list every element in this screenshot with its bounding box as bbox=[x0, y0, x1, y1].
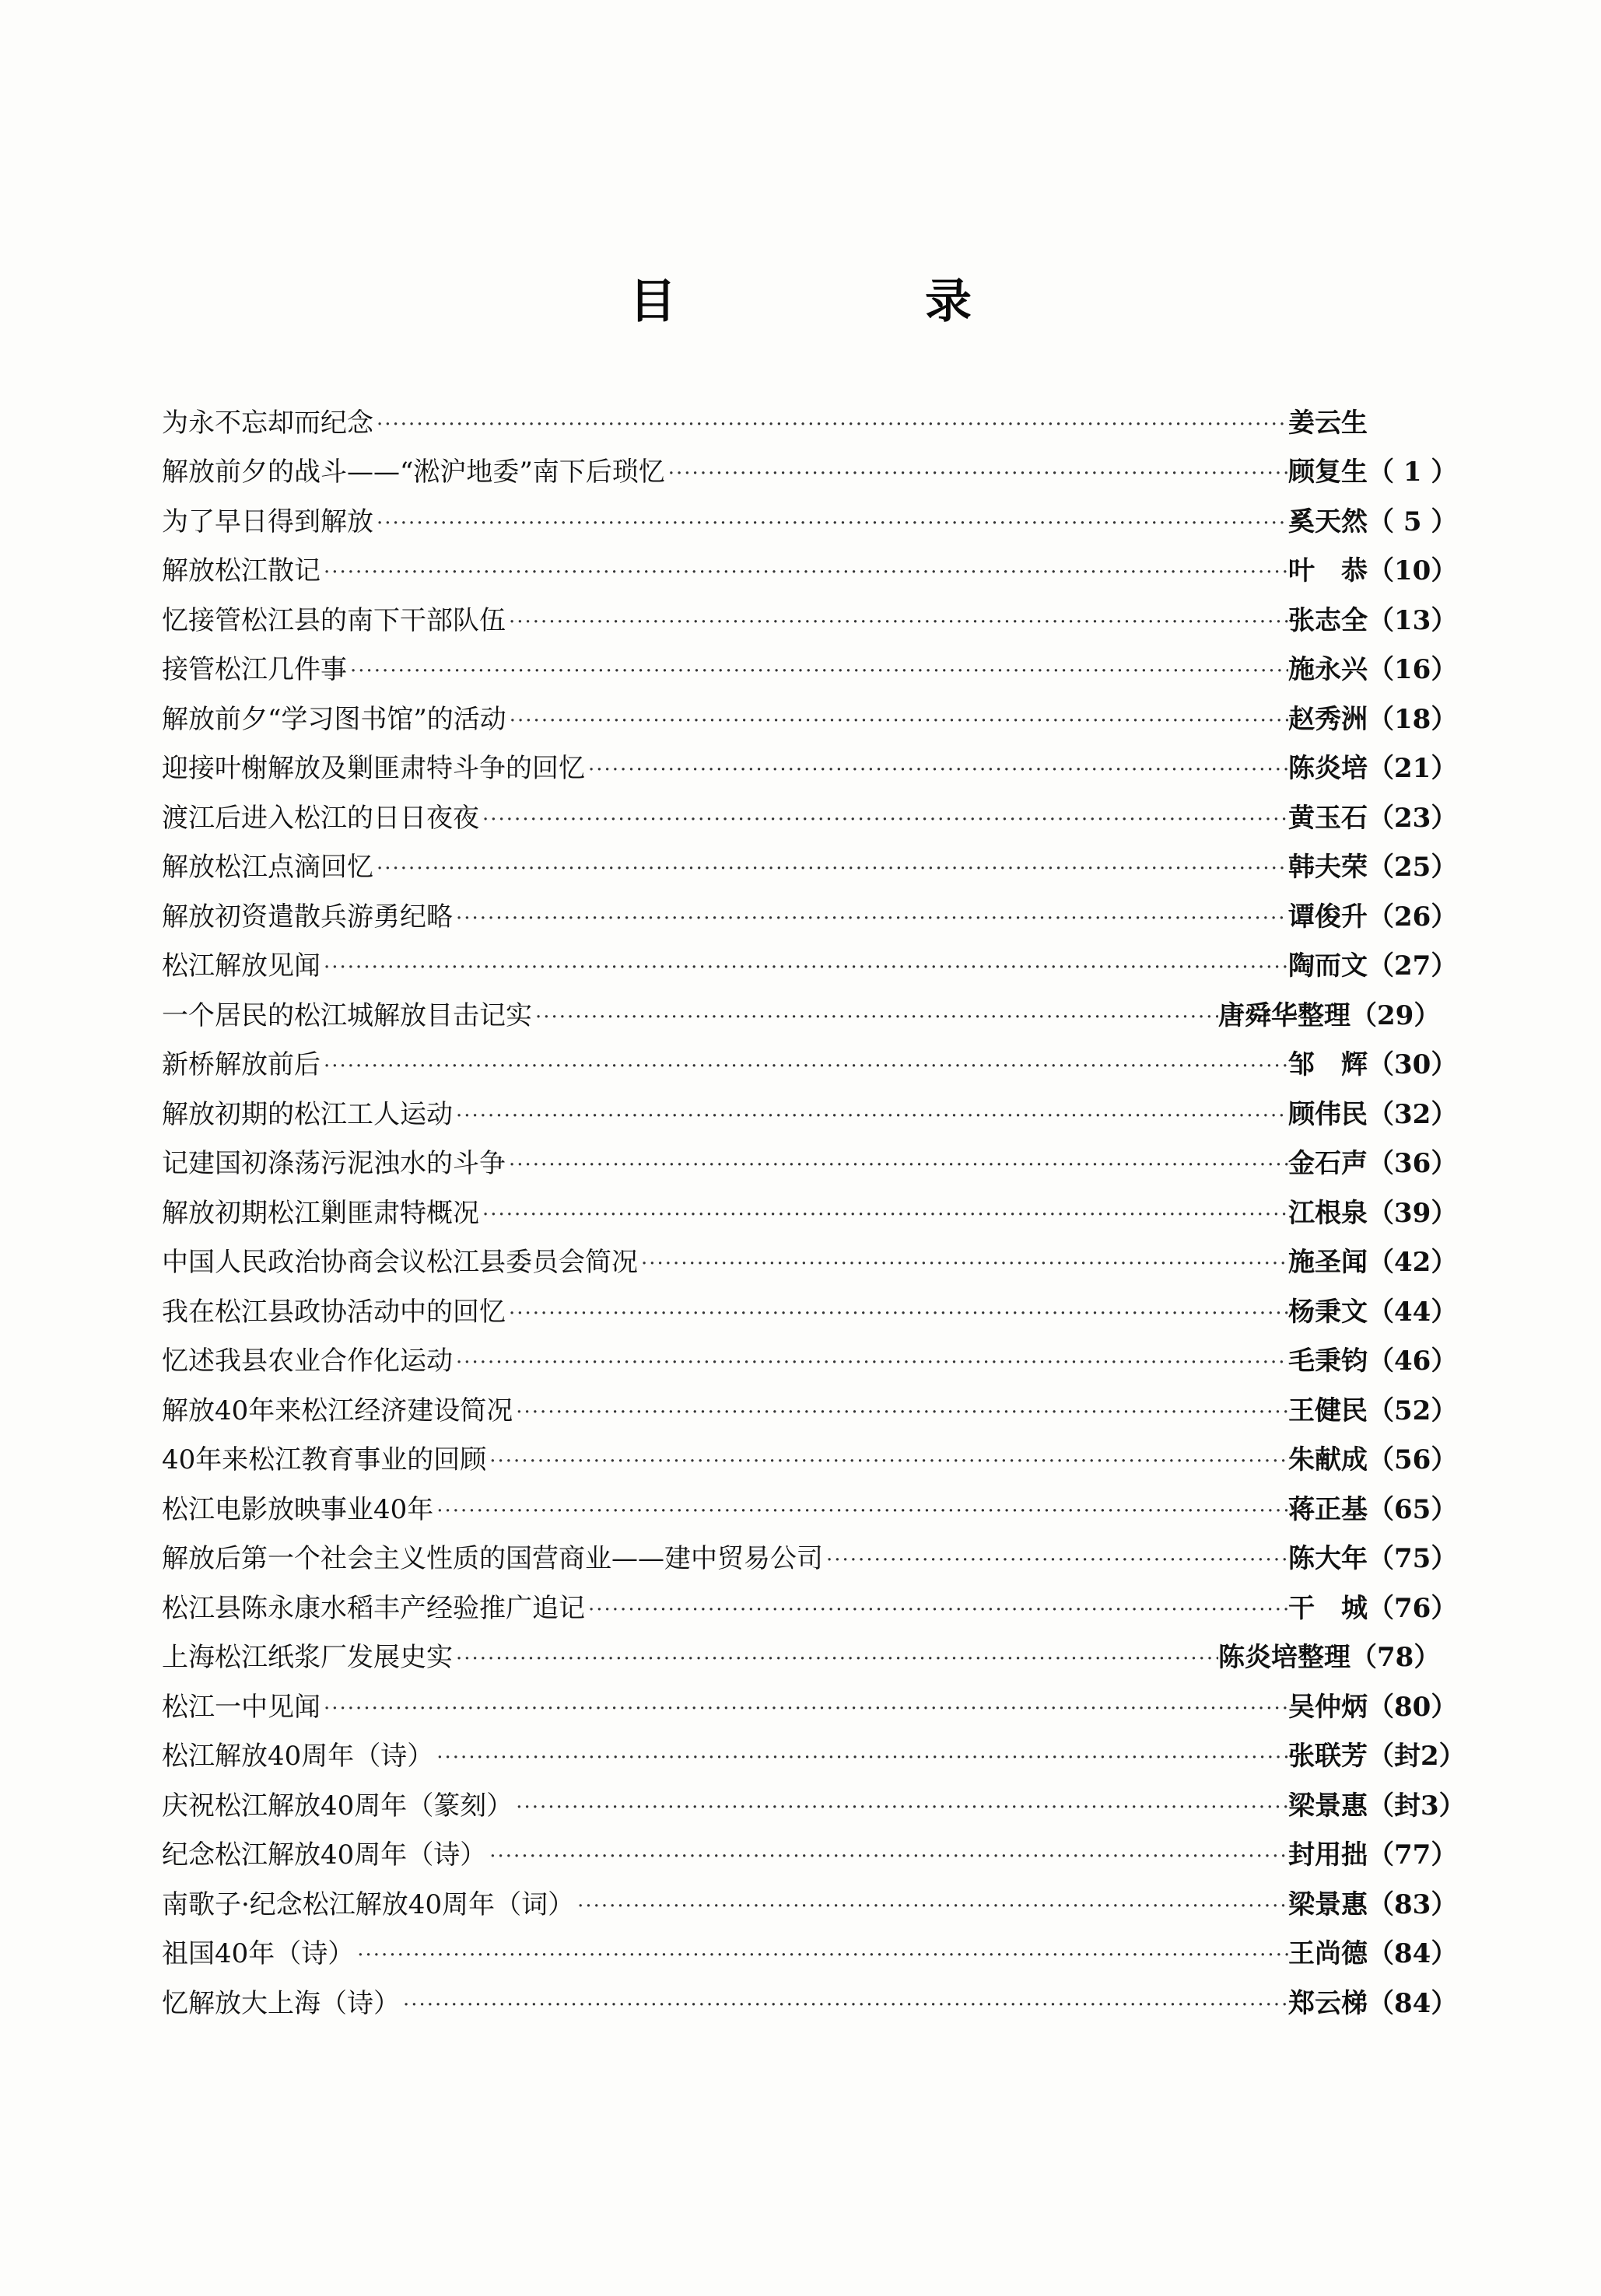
toc-entry-author-page: 干 城（76） bbox=[1288, 1592, 1458, 1624]
toc-entry bbox=[162, 1633, 1469, 1683]
toc-entry-author-page: 谭俊升（26） bbox=[1288, 901, 1458, 933]
toc-entry-author-page: 梁景惠（83） bbox=[1288, 1888, 1458, 1920]
toc-entry-title: 松江县陈永康水稻丰产经验推广追记 bbox=[162, 1592, 585, 1624]
toc-entry-author-page: 邹 辉（30） bbox=[1288, 1049, 1458, 1081]
toc-entry-title: 为了早日得到解放 bbox=[162, 506, 373, 537]
toc-leader-dots bbox=[400, 1995, 1288, 2015]
toc-entry-title: 解放松江散记 bbox=[162, 555, 321, 587]
toc-entry-title: 忆接管松江县的南下干部队伍 bbox=[162, 604, 506, 636]
toc-entry-title: 记建国初涤荡污泥浊水的斗争 bbox=[162, 1148, 506, 1180]
toc-entry-title: 我在松江县政协活动中的回忆 bbox=[162, 1296, 506, 1328]
toc-entry bbox=[162, 1287, 1469, 1337]
toc-entry-title: 纪念松江解放40周年（诗） bbox=[162, 1839, 487, 1871]
toc-leader-dots bbox=[433, 1501, 1288, 1521]
toc-entry bbox=[162, 398, 1469, 448]
toc-entry-author-page: 王尚德（84） bbox=[1288, 1938, 1458, 1970]
toc-leader-dots bbox=[479, 1205, 1288, 1225]
toc-leader-dots bbox=[321, 1699, 1288, 1719]
toc-entry-author-page: 陶而文（27） bbox=[1288, 950, 1458, 982]
toc-entry-title: 解放初资遣散兵游勇纪略 bbox=[162, 901, 453, 933]
toc-entry-title: 松江解放见闻 bbox=[162, 950, 321, 982]
toc-entry-title: 解放初期的松江工人运动 bbox=[162, 1098, 453, 1130]
toc-entry-title: 迎接叶榭解放及剿匪肃特斗争的回忆 bbox=[162, 753, 585, 785]
toc-entry-title: 解放前夕“学习图书馆”的活动 bbox=[162, 703, 506, 735]
toc-entry-author-page: 梁景惠（封3） bbox=[1288, 1790, 1466, 1822]
toc-leader-dots bbox=[321, 1056, 1288, 1076]
toc-entry bbox=[162, 1041, 1469, 1090]
toc-entry bbox=[162, 596, 1469, 646]
toc-entry-author-page: 顾复生（ 1 ） bbox=[1288, 457, 1458, 488]
toc-entry-author-page: 杨秉文（44） bbox=[1288, 1296, 1458, 1328]
toc-entry-author-page: 郑云梯（84） bbox=[1288, 1987, 1458, 2019]
toc-entry bbox=[162, 1979, 1469, 2028]
toc-entry-author-page: 毛秉钧（46） bbox=[1288, 1346, 1458, 1377]
toc-entry-author-page: 蒋正基（65） bbox=[1288, 1493, 1458, 1525]
toc-entry-author-page: 施永兴（16） bbox=[1288, 654, 1458, 686]
toc-entry-title: 解放松江点滴回忆 bbox=[162, 852, 373, 884]
toc-entry bbox=[162, 448, 1469, 498]
toc-entry-author-page: 张志全（13） bbox=[1288, 604, 1458, 636]
toc-entry bbox=[162, 646, 1469, 695]
toc-leader-dots bbox=[354, 1945, 1288, 1965]
toc-entry bbox=[162, 1732, 1469, 1782]
toc-entry-title: 解放初期松江剿匪肃特概况 bbox=[162, 1197, 479, 1229]
toc-leader-dots bbox=[321, 957, 1288, 978]
toc-leader-dots bbox=[453, 1649, 1218, 1669]
toc-entry-title: 解放后第一个社会主义性质的国营商业——建中贸易公司 bbox=[162, 1543, 823, 1575]
toc-entry-title: 一个居民的松江城解放目击记实 bbox=[162, 999, 532, 1031]
toc-entry bbox=[162, 991, 1469, 1041]
toc-entry bbox=[162, 1880, 1469, 1930]
toc-leader-dots bbox=[638, 1254, 1288, 1274]
toc-entry bbox=[162, 942, 1469, 992]
toc-entry bbox=[162, 1386, 1469, 1436]
toc-leader-dots bbox=[506, 711, 1288, 731]
toc-entry-author-page: 施圣闻（42） bbox=[1288, 1247, 1458, 1279]
toc-entry-title: 渡江后进入松江的日日夜夜 bbox=[162, 802, 479, 834]
toc-entry bbox=[162, 1337, 1469, 1387]
toc-entry-author-page: 吴仲炳（80） bbox=[1288, 1691, 1458, 1723]
toc-entry-author-page: 王健民（52） bbox=[1288, 1395, 1458, 1426]
toc-entry bbox=[162, 1485, 1469, 1535]
toc-entry-title: 松江电影放映事业40年 bbox=[162, 1493, 434, 1525]
toc-entry-author-page: 唐舜华整理（29） bbox=[1218, 999, 1441, 1031]
toc-entry bbox=[162, 1682, 1469, 1732]
toc-leader-dots bbox=[665, 464, 1288, 484]
toc-entry-title: 南歌子·纪念松江解放40周年（词） bbox=[162, 1888, 575, 1920]
toc-entry-author-page: 陈炎培（21） bbox=[1288, 753, 1458, 785]
toc-entry-author-page: 奚天然（ 5 ） bbox=[1288, 506, 1458, 537]
toc-entry bbox=[162, 892, 1469, 942]
toc-entry-author-page: 封用拙（77） bbox=[1288, 1839, 1458, 1871]
toc-entry-author-page: 张联芳（封2） bbox=[1288, 1741, 1466, 1773]
toc-entry-title: 为永不忘却而纪念 bbox=[162, 407, 373, 439]
toc-entry-title: 祖国40年（诗） bbox=[162, 1938, 355, 1970]
toc-leader-dots bbox=[453, 1353, 1288, 1373]
toc-entry-author-page: 朱献成（56） bbox=[1288, 1444, 1458, 1476]
toc-leader-dots bbox=[373, 415, 1288, 435]
page-title: 目 录 bbox=[629, 275, 1073, 329]
toc-leader-dots bbox=[506, 1304, 1288, 1324]
toc-leader-dots bbox=[479, 810, 1288, 830]
toc-entry-author-page: 金石声（36） bbox=[1288, 1148, 1458, 1180]
toc-leader-dots bbox=[506, 1155, 1288, 1175]
toc-leader-dots bbox=[321, 562, 1288, 583]
toc-entry bbox=[162, 1139, 1469, 1189]
toc-entry bbox=[162, 1831, 1469, 1881]
toc-entry-title: 上海松江纸浆厂发展史实 bbox=[162, 1642, 453, 1674]
toc-leader-dots bbox=[513, 1797, 1288, 1818]
toc-entry-title: 松江解放40周年（诗） bbox=[162, 1741, 434, 1773]
toc-entry-author-page: 韩夫荣（25） bbox=[1288, 852, 1458, 884]
toc-entry bbox=[162, 843, 1469, 893]
toc-entry bbox=[162, 547, 1469, 597]
toc-entry-author-page: 顾伟民（32） bbox=[1288, 1098, 1458, 1130]
toc-entry bbox=[162, 744, 1469, 794]
toc-entry-title: 忆解放大上海（诗） bbox=[162, 1987, 400, 2019]
toc-leader-dots bbox=[574, 1896, 1288, 1916]
toc-entry-author-page: 姜云生 bbox=[1288, 407, 1368, 439]
toc-entry-title: 解放40年来松江经济建设简况 bbox=[162, 1395, 513, 1426]
toc-leader-dots bbox=[532, 1007, 1218, 1027]
toc-entry-title: 松江一中见闻 bbox=[162, 1691, 321, 1723]
toc-entry-author-page: 江根泉（39） bbox=[1288, 1197, 1458, 1229]
toc-leader-dots bbox=[513, 1402, 1288, 1423]
toc-entry bbox=[162, 695, 1469, 744]
toc-leader-dots bbox=[433, 1748, 1288, 1768]
toc-entry bbox=[162, 1781, 1469, 1831]
toc-leader-dots bbox=[373, 513, 1288, 534]
toc-entry-author-page: 赵秀洲（18） bbox=[1288, 703, 1458, 735]
toc-entry-title: 中国人民政治协商会议松江县委员会简况 bbox=[162, 1247, 638, 1279]
toc-entry-title: 新桥解放前后 bbox=[162, 1049, 321, 1081]
toc-entry bbox=[162, 497, 1469, 547]
toc-entry bbox=[162, 1584, 1469, 1633]
toc-entry-author-page: 叶 恭（10） bbox=[1288, 555, 1458, 587]
toc-leader-dots bbox=[453, 908, 1288, 929]
toc-entry bbox=[162, 1930, 1469, 1979]
toc-entry bbox=[162, 1238, 1469, 1288]
toc-entry bbox=[162, 1535, 1469, 1584]
toc-entry-author-page: 陈炎培整理（78） bbox=[1218, 1642, 1441, 1674]
toc-leader-dots bbox=[823, 1550, 1288, 1570]
toc-entry-title: 解放前夕的战斗——“淞沪地委”南下后琐忆 bbox=[162, 457, 665, 488]
toc-entry-title: 接管松江几件事 bbox=[162, 654, 347, 686]
toc-leader-dots bbox=[506, 612, 1288, 632]
toc-leader-dots bbox=[585, 760, 1288, 780]
toc-entry bbox=[162, 793, 1469, 843]
toc-entry bbox=[162, 1090, 1469, 1139]
toc-entry bbox=[162, 1188, 1469, 1238]
toc-leader-dots bbox=[486, 1451, 1288, 1472]
toc-entry-title: 庆祝松江解放40周年（篆刻） bbox=[162, 1790, 513, 1822]
toc-leader-dots bbox=[486, 1846, 1288, 1867]
toc-leader-dots bbox=[373, 859, 1288, 879]
toc-entry bbox=[162, 1436, 1469, 1486]
toc-leader-dots bbox=[585, 1600, 1288, 1620]
table-of-contents bbox=[162, 398, 1469, 2028]
toc-entry-title: 忆述我县农业合作化运动 bbox=[162, 1346, 453, 1377]
toc-entry-author-page: 陈大年（75） bbox=[1288, 1543, 1458, 1575]
toc-leader-dots bbox=[347, 661, 1288, 681]
toc-entry-author-page: 黄玉石（23） bbox=[1288, 802, 1458, 834]
toc-leader-dots bbox=[453, 1106, 1288, 1126]
toc-entry-title: 40年来松江教育事业的回顾 bbox=[162, 1444, 487, 1476]
